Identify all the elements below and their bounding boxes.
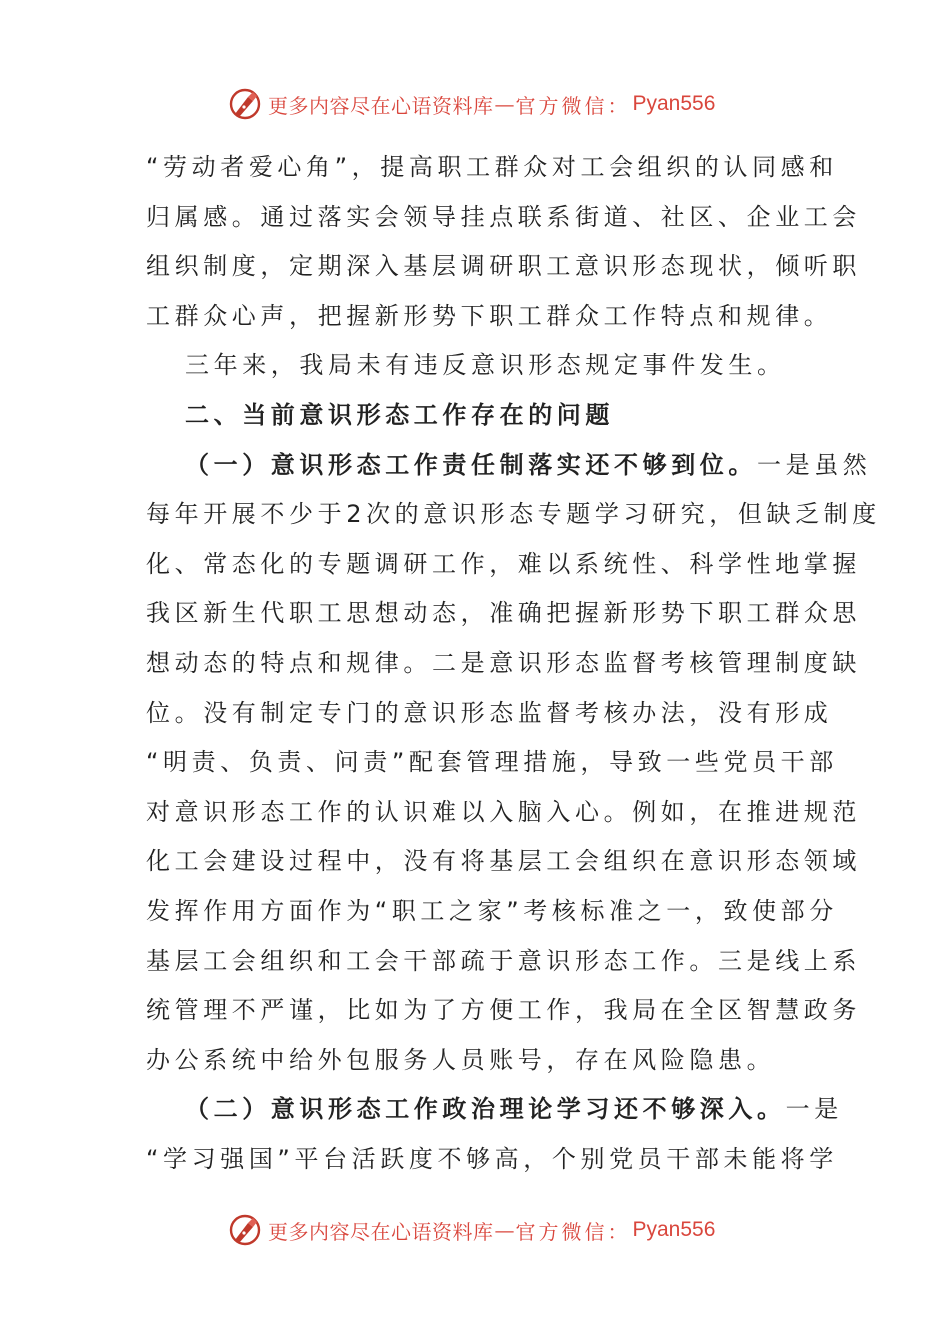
text-line: 统管理不严谨，比如为了方便工作，我局在全区智慧政务 (146, 996, 861, 1025)
section-heading: 二、当前意识形态工作存在的问题 (185, 400, 614, 429)
text-line: “学习强国”平台活跃度不够高，个别党员干部未能将学 (146, 1144, 838, 1173)
text-line: 基层工会组织和工会干部疏于意识形态工作。三是线上系 (146, 946, 861, 975)
banner-brand-text: 更多内容尽在心语资料库 (268, 1219, 494, 1244)
text-line: 发挥作用方面作为“职工之家”考核标准之一，致使部分 (146, 896, 838, 925)
subsection-lead: （一）意识形态工作责任制落实还不够到位。 (185, 450, 757, 479)
banner-wechat-label: 官方微信： (515, 1219, 631, 1244)
text-line: 每年开展不少于2次的意识形态专题学习研究，但缺乏制度 (146, 500, 881, 529)
text-line: 办公系统中给外包服务人员账号，存在风险隐患。 (146, 1045, 776, 1074)
banner-wechat-id: Pyan556 (632, 92, 716, 115)
text-line (146, 441, 872, 491)
text-line: 对意识形态工作的认识难以入脑入心。例如，在推进规范 (146, 797, 861, 826)
text-line: 三年来，我局未有违反意识形态规定事件发生。 (185, 351, 786, 380)
text-run: 一是 (785, 1095, 843, 1124)
text-line: 组织制度，定期深入基层调研职工意识形态现状，倾听职 (146, 252, 861, 281)
subsection-lead: （二）意识形态工作政治理论学习还不够深入。 (185, 1095, 786, 1124)
text-run: 一是虽然 (757, 450, 872, 479)
banner-brand-text: 更多内容尽在心语资料库 (268, 93, 494, 118)
text-line: 化工会建设过程中，没有将基层工会组织在意识形态领域 (146, 847, 861, 876)
text-line: 想动态的特点和规律。二是意识形态监督考核管理制度缺 (146, 648, 861, 677)
text-line (146, 1085, 843, 1135)
banner-separator: — (494, 92, 515, 116)
text-line: 化、常态化的专题调研工作，难以系统性、科学性地掌握 (146, 549, 861, 578)
text-line: “劳动者爱心角”，提高职工群众对工会组织的认同感和 (146, 153, 838, 181)
footer-watermark-banner (228, 1210, 748, 1250)
text-line: “明责、负责、问责”配套管理措施，导致一些党员干部 (146, 748, 838, 777)
banner-wechat-label: 官方微信： (515, 93, 631, 118)
header-watermark-banner (228, 84, 748, 124)
text-line: 归属感。通过落实会领导挂点联系街道、社区、企业工会 (146, 202, 861, 231)
banner-wechat-id: Pyan556 (632, 1218, 716, 1241)
text-line: 工群众心声，把握新形势下职工群众工作特点和规律。 (146, 301, 833, 330)
banner-separator: — (494, 1218, 515, 1242)
text-line: 位。没有制定专门的意识形态监督考核办法，没有形成 (146, 698, 833, 727)
pen-nib-logo-icon (228, 87, 262, 121)
pen-nib-logo-icon (228, 1213, 262, 1247)
text-line: 我区新生代职工思想动态，准确把握新形势下职工群众思 (146, 599, 861, 628)
document-body (146, 143, 881, 1184)
